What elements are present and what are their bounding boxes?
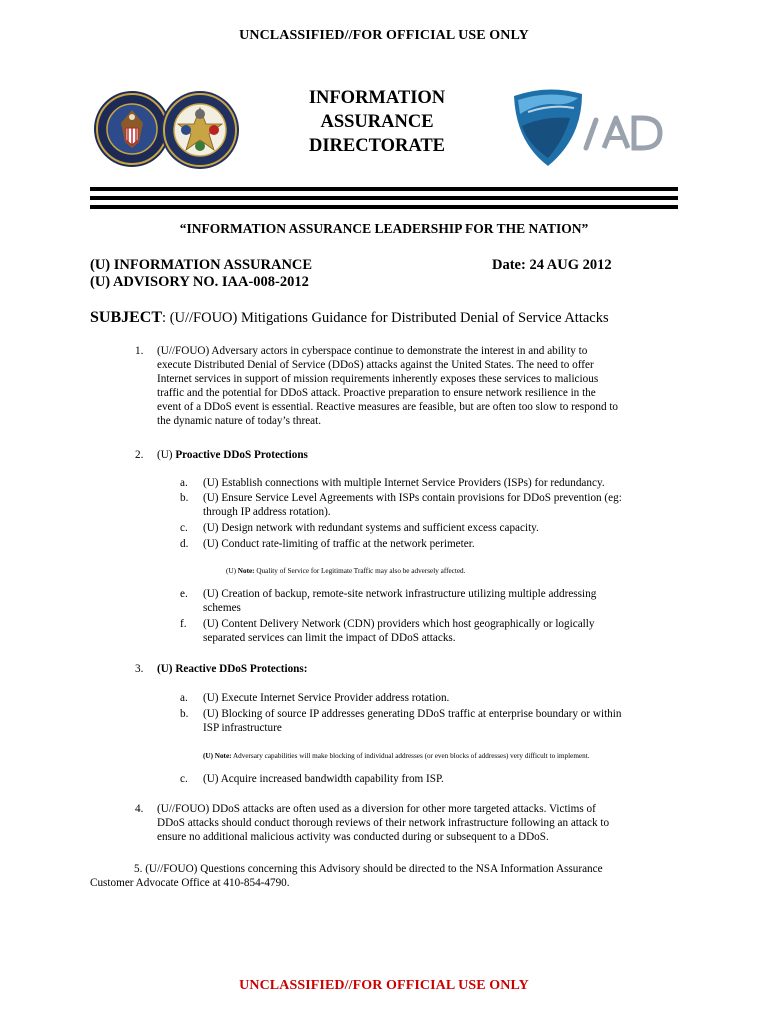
- sub-item-line: (U) Design network with redundant systems and sufficient excess capacity.: [203, 522, 539, 534]
- paragraph-line: the dynamic nature of today’s threat.: [157, 415, 322, 427]
- sub-item-line: (U) Execute Internet Service Provider address rotation.: [203, 692, 450, 704]
- sub-item-line: separated services can limit the impact of DDoS attacks.: [203, 632, 456, 644]
- classification-banner-bottom: UNCLASSIFIED//FOR OFFICIAL USE ONLY: [239, 978, 529, 993]
- paragraph-line: DDoS attacks should conduct thorough reviews of their network infrastructure following an attack to: [157, 817, 610, 829]
- sub-item-line: (U) Establish connections with multiple Internet Service Providers (ISPs) for redundancy.: [203, 477, 605, 489]
- note-prefix: (U): [226, 567, 238, 575]
- paragraph-line: 5. (U//FOUO) Questions concerning this Advisory should be directed to the NSA Information Assurance: [134, 863, 603, 875]
- central-security-service-seal-icon: [160, 90, 240, 175]
- paragraph-line: Internet services in support of mission requirements inherently exposes these services to malicious: [157, 373, 599, 385]
- item-4-paragraph: [157, 802, 609, 844]
- item-3-title: (U) Reactive DDoS Protections:: [157, 663, 308, 675]
- item-number: 3.: [135, 663, 144, 675]
- sub-item-line: (U) Conduct rate-limiting of traffic at the network perimeter.: [203, 538, 475, 550]
- sub-item-line: through IP address rotation).: [203, 506, 331, 518]
- directorate-title-line: DIRECTORATE: [308, 136, 446, 156]
- motto: “INFORMATION ASSURANCE LEADERSHIP FOR THE NATION”: [179, 221, 589, 236]
- advisory-number: (U) ADVISORY NO. IAA-008-2012: [90, 274, 309, 290]
- paragraph-line: (U//FOUO) Adversary actors in cyberspace continue to demonstrate the interest in and ability to: [157, 345, 588, 357]
- sub-item-line: ISP infrastructure: [203, 722, 282, 734]
- note-label: (U) Note:: [203, 752, 232, 760]
- sub-item-text: [203, 772, 444, 786]
- sub-item-text: [203, 537, 475, 551]
- sub-item-letter: c.: [180, 773, 188, 785]
- note: [226, 566, 465, 576]
- item-1-paragraph: [157, 344, 697, 428]
- classification-banner-top: UNCLASSIFIED//FOR OFFICIAL USE ONLY: [239, 28, 529, 43]
- paragraph-line: event of a DDoS event is essential. Reactive measures are feasible, but are often too slow to respond to: [157, 401, 619, 413]
- header-rule: [90, 196, 678, 200]
- sub-item-line: (U) Content Delivery Network (CDN) providers which host geographically or logically: [203, 618, 595, 630]
- sub-item-line: (U) Blocking of source IP addresses generating DDoS traffic at enterprise boundary or within: [203, 708, 622, 720]
- sub-item-text: [203, 707, 621, 735]
- item-number: 4.: [135, 803, 144, 815]
- subject-line: [90, 309, 609, 327]
- paragraph-line: execute Distributed Denial of Service (DDoS) attacks against the United States. The need to offer: [157, 359, 594, 371]
- sub-item-line: (U) Ensure Service Level Agreements with ISPs contain provisions for DDoS prevention (eg:: [203, 492, 622, 504]
- item-number: 1.: [135, 345, 144, 357]
- paragraph-line: traffic and the potential for DDoS attack. Proactive preparation to ensure network resilience in the: [157, 387, 596, 399]
- subject-label: SUBJECT: [90, 309, 163, 326]
- sub-item-line: (U) Creation of backup, remote-site network infrastructure utilizing multiple addressing: [203, 588, 597, 600]
- header-rule: [90, 205, 678, 209]
- note: [203, 751, 590, 761]
- sub-item-text: [203, 691, 449, 705]
- sub-item-text: [203, 521, 539, 535]
- note-label: Note:: [237, 567, 255, 575]
- paragraph-line: Customer Advocate Office at 410-854-4790.: [90, 877, 290, 889]
- sub-item-letter: c.: [180, 522, 188, 534]
- sub-item-letter: a.: [180, 692, 188, 704]
- item-number: 2.: [135, 449, 144, 461]
- iad-shield-logo-icon: [508, 82, 663, 177]
- directorate-title-line: ASSURANCE: [320, 112, 434, 132]
- directorate-title-line: INFORMATION: [308, 88, 446, 108]
- paragraph-line: (U//FOUO) DDoS attacks are often used as a diversion for other more targeted attacks. Victims of: [157, 803, 596, 815]
- advisory-date: Date: 24 AUG 2012: [492, 257, 612, 273]
- sub-item-text: [203, 617, 594, 645]
- directorate-title: [295, 86, 459, 158]
- sub-item-letter: b.: [180, 492, 189, 504]
- paragraph-line: ensure no additional malicious activity was conducted during or subsequent to a DDoS.: [157, 831, 549, 843]
- sub-item-letter: d.: [180, 538, 189, 550]
- item-2-heading: [157, 448, 308, 462]
- sub-item-text: [203, 491, 622, 519]
- sub-item-letter: a.: [180, 477, 188, 489]
- sub-item-letter: b.: [180, 708, 189, 720]
- sub-item-letter: f.: [180, 618, 187, 630]
- subject-colon: :: [162, 310, 170, 326]
- sub-item-line: (U) Acquire increased bandwidth capability from ISP.: [203, 773, 444, 785]
- note-text: Adversary capabilities will make blocking of individual addresses (or even blocks of addresses) very difficult to implement.: [231, 752, 590, 760]
- header-rule: [90, 187, 678, 191]
- sub-item-text: [203, 476, 605, 490]
- advisory-title: (U) INFORMATION ASSURANCE: [90, 257, 313, 273]
- note-text: Quality of Service for Legitimate Traffic may also be adversely affected.: [254, 567, 466, 575]
- item-5-paragraph: [90, 862, 603, 890]
- item-2-title: Proactive DDoS Protections: [175, 449, 308, 461]
- sub-item-line: schemes: [203, 602, 241, 614]
- subject-text: (U//FOUO) Mitigations Guidance for Distributed Denial of Service Attacks: [169, 310, 609, 326]
- item-2-prefix: (U): [157, 449, 176, 461]
- sub-item-letter: e.: [180, 588, 188, 600]
- sub-item-text: [203, 587, 596, 615]
